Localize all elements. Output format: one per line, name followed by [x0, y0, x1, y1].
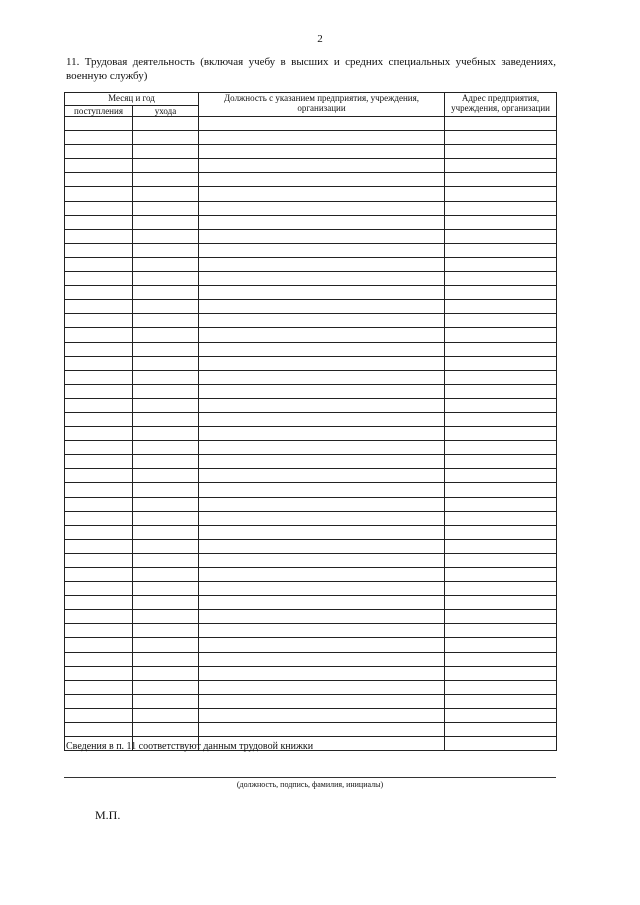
cell-end: [133, 370, 199, 384]
cell-position: [199, 539, 445, 553]
cell-position: [199, 708, 445, 722]
table-row: [65, 568, 557, 582]
table-row: [65, 286, 557, 300]
cell-end: [133, 497, 199, 511]
cell-position: [199, 568, 445, 582]
cell-position: [199, 412, 445, 426]
cell-address: [445, 159, 557, 173]
cell-start: [65, 342, 133, 356]
cell-address: [445, 427, 557, 441]
cell-start: [65, 257, 133, 271]
cell-start: [65, 145, 133, 159]
cell-position: [199, 525, 445, 539]
cell-end: [133, 582, 199, 596]
cell-start: [65, 568, 133, 582]
cell-start: [65, 511, 133, 525]
table-row: [65, 131, 557, 145]
table-row: [65, 300, 557, 314]
cell-position: [199, 582, 445, 596]
table-row: [65, 680, 557, 694]
cell-end: [133, 525, 199, 539]
cell-address: [445, 652, 557, 666]
table-row: [65, 384, 557, 398]
table-row: [65, 314, 557, 328]
cell-position: [199, 652, 445, 666]
cell-end: [133, 187, 199, 201]
cell-position: [199, 314, 445, 328]
cell-end: [133, 286, 199, 300]
cell-address: [445, 286, 557, 300]
cell-position: [199, 187, 445, 201]
page-number: 2: [317, 33, 323, 45]
cell-start: [65, 455, 133, 469]
cell-address: [445, 638, 557, 652]
cell-end: [133, 610, 199, 624]
cell-start: [65, 215, 133, 229]
cell-start: [65, 328, 133, 342]
cell-address: [445, 257, 557, 271]
cell-start: [65, 187, 133, 201]
table-row: [65, 610, 557, 624]
cell-start: [65, 286, 133, 300]
table-row: [65, 469, 557, 483]
cell-start: [65, 314, 133, 328]
cell-end: [133, 412, 199, 426]
table-row: [65, 356, 557, 370]
cell-start: [65, 173, 133, 187]
table-row: [65, 441, 557, 455]
cell-position: [199, 694, 445, 708]
cell-start: [65, 243, 133, 257]
cell-end: [133, 384, 199, 398]
cell-end: [133, 553, 199, 567]
cell-position: [199, 201, 445, 215]
cell-start: [65, 117, 133, 131]
table-row: [65, 342, 557, 356]
cell-end: [133, 596, 199, 610]
cell-address: [445, 356, 557, 370]
cell-start: [65, 398, 133, 412]
cell-position: [199, 596, 445, 610]
cell-address: [445, 469, 557, 483]
cell-end: [133, 328, 199, 342]
cell-end: [133, 215, 199, 229]
cell-position: [199, 384, 445, 398]
cell-position: [199, 117, 445, 131]
cell-position: [199, 455, 445, 469]
cell-address: [445, 272, 557, 286]
cell-position: [199, 370, 445, 384]
cell-position: [199, 243, 445, 257]
cell-address: [445, 737, 557, 751]
cell-address: [445, 708, 557, 722]
cell-address: [445, 243, 557, 257]
cell-end: [133, 723, 199, 737]
cell-end: [133, 455, 199, 469]
cell-address: [445, 145, 557, 159]
table-row: [65, 638, 557, 652]
cell-end: [133, 441, 199, 455]
cell-end: [133, 117, 199, 131]
table-row: [65, 694, 557, 708]
cell-position: [199, 328, 445, 342]
cell-start: [65, 680, 133, 694]
table-row: [65, 708, 557, 722]
table-row: [65, 497, 557, 511]
cell-position: [199, 610, 445, 624]
cell-end: [133, 272, 199, 286]
cell-end: [133, 300, 199, 314]
cell-address: [445, 117, 557, 131]
cell-end: [133, 159, 199, 173]
cell-end: [133, 708, 199, 722]
cell-end: [133, 257, 199, 271]
cell-start: [65, 356, 133, 370]
cell-position: [199, 229, 445, 243]
signature-line: [64, 777, 556, 778]
cell-position: [199, 356, 445, 370]
cell-end: [133, 243, 199, 257]
work-history-table: [64, 92, 557, 751]
table-row: [65, 243, 557, 257]
cell-position: [199, 511, 445, 525]
cell-address: [445, 694, 557, 708]
cell-start: [65, 666, 133, 680]
cell-start: [65, 497, 133, 511]
cell-start: [65, 384, 133, 398]
cell-end: [133, 201, 199, 215]
cell-address: [445, 370, 557, 384]
cell-position: [199, 427, 445, 441]
cell-start: [65, 553, 133, 567]
table-row: [65, 173, 557, 187]
cell-position: [199, 680, 445, 694]
cell-start: [65, 582, 133, 596]
table-row: [65, 596, 557, 610]
stamp-label: М.П.: [95, 808, 121, 822]
cell-end: [133, 131, 199, 145]
cell-position: [199, 173, 445, 187]
cell-position: [199, 483, 445, 497]
cell-address: [445, 215, 557, 229]
table-row: [65, 117, 557, 131]
cell-position: [199, 145, 445, 159]
table-row: [65, 666, 557, 680]
cell-position: [199, 131, 445, 145]
table-row: [65, 427, 557, 441]
cell-end: [133, 314, 199, 328]
header-month-year: Месяц и год: [65, 93, 199, 106]
cell-end: [133, 511, 199, 525]
section-heading: 11. Трудовая деятельность (включая учебу в высших и средних специальных учебных заведениях, военную службу): [66, 56, 556, 82]
cell-position: [199, 638, 445, 652]
cell-address: [445, 624, 557, 638]
cell-address: [445, 553, 557, 567]
cell-address: [445, 582, 557, 596]
cell-address: [445, 497, 557, 511]
table-row: [65, 215, 557, 229]
cell-start: [65, 624, 133, 638]
table-row: [65, 652, 557, 666]
cell-start: [65, 201, 133, 215]
cell-address: [445, 201, 557, 215]
cell-start: [65, 300, 133, 314]
table-row: [65, 398, 557, 412]
cell-address: [445, 328, 557, 342]
table-row: [65, 272, 557, 286]
cell-start: [65, 694, 133, 708]
cell-position: [199, 342, 445, 356]
statement-text: Сведения в п. 11 соответствуют данным трудовой книжки: [66, 741, 314, 752]
cell-start: [65, 483, 133, 497]
cell-address: [445, 398, 557, 412]
cell-position: [199, 300, 445, 314]
cell-end: [133, 469, 199, 483]
cell-end: [133, 680, 199, 694]
cell-start: [65, 159, 133, 173]
table-row: [65, 370, 557, 384]
cell-position: [199, 553, 445, 567]
cell-address: [445, 610, 557, 624]
cell-end: [133, 342, 199, 356]
cell-address: [445, 173, 557, 187]
table-row: [65, 525, 557, 539]
table-row: [65, 483, 557, 497]
cell-address: [445, 483, 557, 497]
header-address: Адрес предприятия, учреждения, организации: [445, 93, 557, 117]
table-row: [65, 624, 557, 638]
cell-end: [133, 483, 199, 497]
cell-address: [445, 187, 557, 201]
table-row: [65, 201, 557, 215]
table-row: [65, 159, 557, 173]
cell-address: [445, 511, 557, 525]
cell-address: [445, 131, 557, 145]
cell-end: [133, 694, 199, 708]
table-row: [65, 723, 557, 737]
cell-position: [199, 159, 445, 173]
cell-end: [133, 568, 199, 582]
cell-start: [65, 412, 133, 426]
cell-position: [199, 286, 445, 300]
cell-end: [133, 398, 199, 412]
cell-end: [133, 652, 199, 666]
cell-position: [199, 398, 445, 412]
cell-address: [445, 412, 557, 426]
cell-position: [199, 441, 445, 455]
cell-start: [65, 370, 133, 384]
cell-position: [199, 257, 445, 271]
table-row: [65, 145, 557, 159]
table-row: [65, 412, 557, 426]
cell-end: [133, 173, 199, 187]
cell-position: [199, 666, 445, 680]
cell-start: [65, 652, 133, 666]
cell-address: [445, 455, 557, 469]
table-row: [65, 257, 557, 271]
cell-start: [65, 610, 133, 624]
cell-start: [65, 638, 133, 652]
cell-position: [199, 723, 445, 737]
cell-start: [65, 427, 133, 441]
cell-address: [445, 723, 557, 737]
cell-address: [445, 596, 557, 610]
cell-end: [133, 624, 199, 638]
cell-address: [445, 314, 557, 328]
cell-address: [445, 680, 557, 694]
header-end: ухода: [133, 106, 199, 117]
cell-position: [199, 624, 445, 638]
cell-end: [133, 666, 199, 680]
cell-end: [133, 356, 199, 370]
table-row: [65, 328, 557, 342]
table-row: [65, 511, 557, 525]
table-row: [65, 229, 557, 243]
cell-address: [445, 525, 557, 539]
cell-address: [445, 229, 557, 243]
cell-address: [445, 300, 557, 314]
cell-address: [445, 384, 557, 398]
cell-end: [133, 229, 199, 243]
cell-start: [65, 229, 133, 243]
cell-address: [445, 666, 557, 680]
cell-start: [65, 708, 133, 722]
table-row: [65, 553, 557, 567]
cell-position: [199, 469, 445, 483]
cell-start: [65, 539, 133, 553]
cell-start: [65, 131, 133, 145]
cell-address: [445, 441, 557, 455]
cell-position: [199, 215, 445, 229]
cell-start: [65, 596, 133, 610]
cell-end: [133, 638, 199, 652]
cell-position: [199, 272, 445, 286]
cell-end: [133, 539, 199, 553]
cell-start: [65, 525, 133, 539]
cell-start: [65, 723, 133, 737]
table-row: [65, 455, 557, 469]
table-row: [65, 187, 557, 201]
cell-position: [199, 497, 445, 511]
header-position: Должность с указанием предприятия, учреждения, организации: [199, 93, 445, 117]
table-row: [65, 539, 557, 553]
table-body: [65, 117, 557, 751]
cell-address: [445, 539, 557, 553]
cell-address: [445, 568, 557, 582]
table-row: [65, 582, 557, 596]
cell-end: [133, 427, 199, 441]
cell-start: [65, 441, 133, 455]
cell-start: [65, 272, 133, 286]
cell-end: [133, 145, 199, 159]
signature-caption: (должность, подпись, фамилия, инициалы): [236, 780, 384, 789]
cell-start: [65, 469, 133, 483]
header-start: поступления: [65, 106, 133, 117]
cell-address: [445, 342, 557, 356]
